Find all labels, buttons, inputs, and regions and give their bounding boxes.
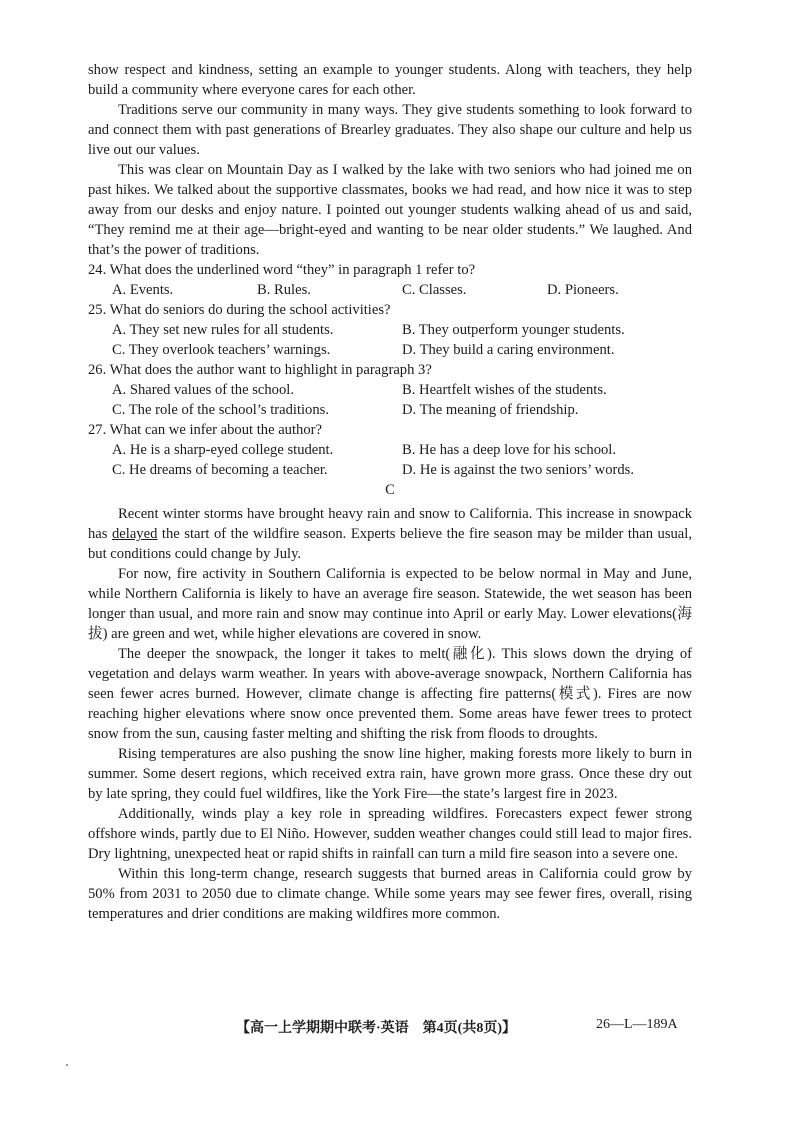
option-b: B. Heartfelt wishes of the students.	[402, 382, 607, 398]
passage-b-paragraph: This was clear on Mountain Day as I walked by the lake with two seniors who had joined me on past hikes. We talked about the supportive classmates, books we had read, and how nice it was to step away from our desks and enjoy nature. I pointed out younger students walking ahead of us and said, “They remind me at their age—bright-eyed and wanting to be near older students.” We laughed. And that’s the power of traditions.	[88, 162, 692, 258]
passage-c-paragraph: Within this long-term change, research suggests that burned areas in California could grow by 50% from 2031 to 2050 due to climate change. While some years may see fewer fires, overall, rising temperatures and drier conditions are making wildfires more common.	[88, 866, 692, 922]
question-stem: 26. What does the author want to highlight in paragraph 3?	[88, 362, 432, 378]
exam-page	[88, 60, 692, 924]
question-25	[88, 300, 692, 360]
text-run: the start of the wildfire season. Experts believe the fire season may be milder than usual, but conditions could change by July.	[88, 526, 692, 562]
option-d: D. Pioneers.	[547, 282, 619, 298]
paper-code: 26—L—189A	[596, 1017, 678, 1032]
passage-b-paragraph: Traditions serve our community in many ways. They give students something to look forward to and connect them with past generations of Brearley graduates. They also shape our culture and help us live out our values.	[88, 102, 692, 158]
section-heading-c: C	[385, 482, 395, 498]
question-options	[88, 280, 692, 300]
option-d: D. The meaning of friendship.	[402, 402, 579, 418]
option-d: D. They build a caring environment.	[402, 342, 615, 358]
question-24	[88, 260, 692, 300]
option-c: C. He dreams of becoming a teacher.	[112, 462, 328, 478]
option-a: A. He is a sharp-eyed college student.	[112, 442, 334, 458]
question-options	[88, 320, 692, 360]
question-options	[88, 380, 692, 420]
question-27	[88, 420, 692, 480]
passage-c-paragraph: For now, fire activity in Southern California is expected to be below normal in May and June, while Northern California is likely to have an average fire season. Statewide, the wet season has been longer than usual, and more rain and snow may continue into April or early May. Lower elevations(海拔) are green and wet, while higher elevations are covered in snow.	[88, 566, 692, 642]
question-26	[88, 360, 692, 420]
passage-c-paragraph: The deeper the snowpack, the longer it takes to melt(融化). This slows down the drying of vegetation and delays warm weather. In years with above-average snowpack, Northern California has seen fewer acres burned. However, climate change is affecting fire patterns(模式). Fires are now reaching higher elevations where snow once prevented them. Some areas have fewer trees to protect snow from the sun, causing faster melting and shifting the risk from floods to droughts.	[88, 646, 692, 742]
option-b: B. They outperform younger students.	[402, 322, 625, 338]
option-a: A. Shared values of the school.	[112, 382, 294, 398]
passage-b-paragraph: show respect and kindness, setting an example to younger students. Along with teachers, they help build a community where everyone cares for each other.	[88, 62, 692, 98]
footer-title: 【高一上学期期中联考·英语 第4页(共8页)】	[236, 1021, 516, 1036]
question-options	[88, 440, 692, 480]
question-stem: 25. What do seniors do during the school activities?	[88, 302, 391, 318]
question-stem: 27. What can we infer about the author?	[88, 422, 322, 438]
passage-c-paragraph: Additionally, winds play a key role in spreading wildfires. Forecasters expect fewer strong offshore winds, partly due to El Niño. However, sudden weather changes could still lead to major fires. Dry lightning, unexpected heat or rapid shifts in rainfall can turn a mild fire season into a severe one.	[88, 806, 692, 862]
option-c: C. Classes.	[402, 282, 467, 298]
option-c: C. They overlook teachers’ warnings.	[112, 342, 331, 358]
text-run: Recent winter storms have brought heavy rain and snow to California. This increase in snowpack has	[88, 506, 692, 542]
passage-c-paragraph: Rising temperatures are also pushing the snow line higher, making forests more likely to burn in summer. Some desert regions, which received extra rain, have grown more grass. Once these dry out by late spring, they could fuel wildfires, like the York Fire—the state’s largest fire in 2023.	[88, 746, 692, 802]
scan-speck	[66, 1064, 68, 1066]
option-b: B. Rules.	[257, 282, 311, 298]
question-stem: 24. What does the underlined word “they” in paragraph 1 refer to?	[88, 262, 476, 278]
underlined-word: delayed	[112, 526, 158, 542]
page-footer	[236, 1017, 696, 1037]
option-a: A. They set new rules for all students.	[112, 322, 334, 338]
option-c: C. The role of the school’s traditions.	[112, 402, 329, 418]
option-b: B. He has a deep love for his school.	[402, 442, 616, 458]
option-d: D. He is against the two seniors’ words.	[402, 462, 634, 478]
option-a: A. Events.	[112, 282, 174, 298]
passage-c-paragraph	[88, 504, 692, 564]
